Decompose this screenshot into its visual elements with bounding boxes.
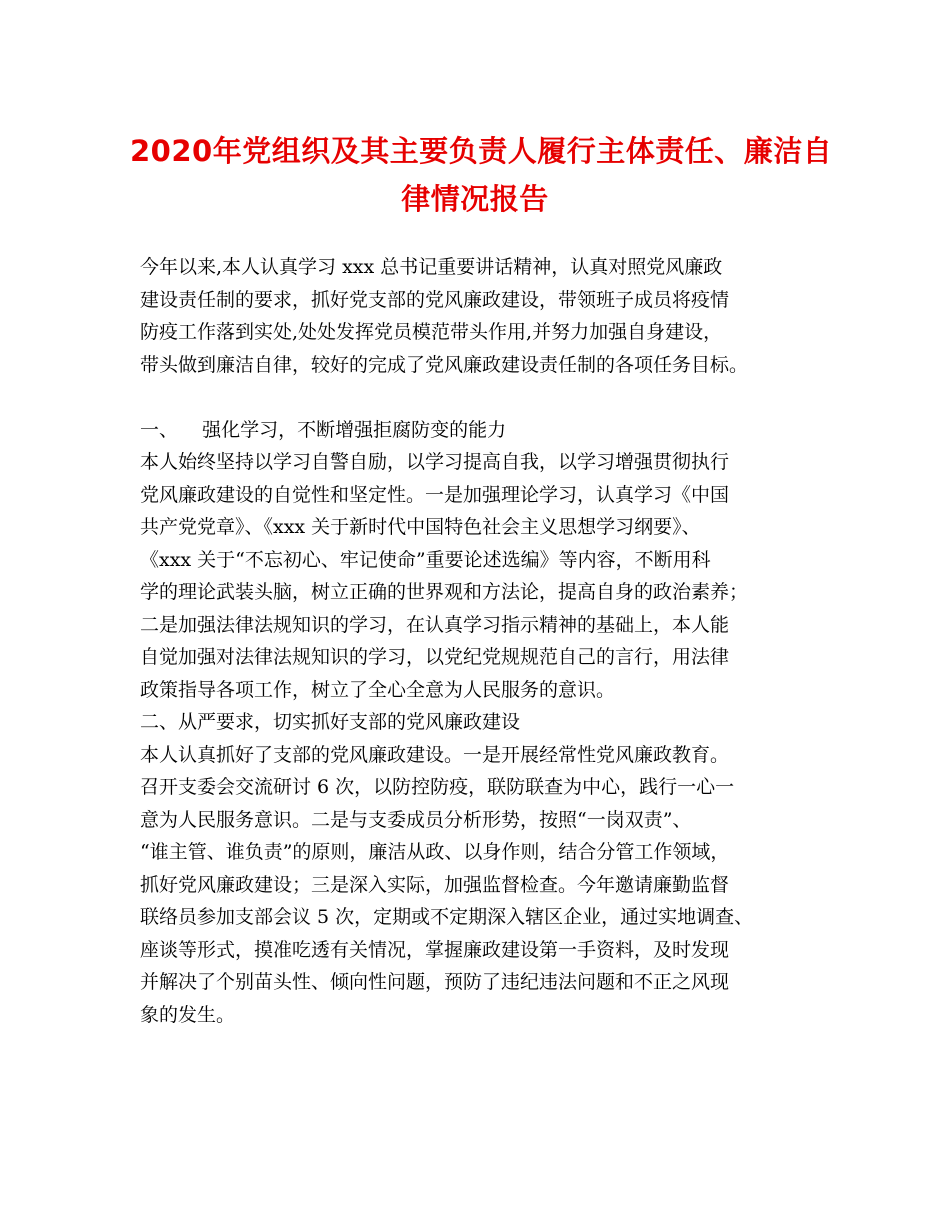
document-title <box>130 127 833 223</box>
section1-line: 学的理论武装头脑，树立正确的世界观和方法论，提高自身的政治素养； <box>140 581 749 603</box>
section2-paragraph <box>140 739 820 1032</box>
section1-line: 党风廉政建设的自觉性和坚定性。一是加强理论学习，认真学习《中国 <box>140 483 730 506</box>
section1-line: 共产党党章》、《xxx 关于新时代中国特色社会主义思想学习纲要》、 <box>140 516 701 538</box>
section1-paragraph <box>140 446 820 706</box>
section1-line: 政策指导各项工作，树立了全心全意为人民服务的意识。 <box>140 678 616 701</box>
section1-line: 《xxx 关于“不忘初心、牢记使命”重要论述选编》等内容，不断用科 <box>140 548 711 571</box>
title-line: 律情况报告 <box>401 182 549 216</box>
paragraph-spacer <box>140 381 820 414</box>
section2-line: 意为人民服务意识。二是与支委成员分析形势，按照“一岗双责”、 <box>140 808 692 831</box>
section2-line: 象的发生。 <box>140 1003 236 1026</box>
section2-line: 联络员参加支部会议 5 次，定期或不定期深入辖区企业，通过实地调查、 <box>140 906 754 928</box>
section1-line: 本人始终坚持以学习自警自励，以学习提高自我，以学习增强贯彻执行 <box>140 451 730 473</box>
section1-heading: 一、 强化学习，不断增强拒腐防变的能力 <box>140 418 507 441</box>
document-body <box>140 251 820 1031</box>
intro-line: 带头做到廉洁自律，较好的完成了党风廉政建设责任制的各项任务目标。 <box>140 353 749 376</box>
section1-line: 二是加强法律法规知识的学习，在认真学习指示精神的基础上，本人能 <box>140 613 730 636</box>
section2-line: 座谈等形式，摸准吃透有关情况，掌握廉政建设第一手资料，及时发现 <box>140 938 730 961</box>
intro-paragraph <box>140 251 820 381</box>
section2-line: 召开支委会交流研讨 6 次，以防控防疫，联防联查为中心，践行一心一 <box>140 776 735 798</box>
section2-line: 抓好党风廉政建设；三是深入实际，加强监督检查。今年邀请廉勤监督 <box>140 873 730 896</box>
intro-line: 防疫工作落到实处,处处发挥党员模范带头作用,并努力加强自身建设， <box>140 321 723 343</box>
title-line: 2020年党组织及其主要负责人履行主体责任、廉洁自 <box>130 134 833 168</box>
intro-line: 建设责任制的要求，抓好党支部的党风廉政建设，带领班子成员将疫情 <box>140 288 730 311</box>
section1-line: 自觉加强对法律法规知识的学习，以党纪党规规范自己的言行，用法律 <box>140 646 730 668</box>
section2-line: “谁主管、谁负责”的原则，廉洁从政、以身作则，结合分管工作领域， <box>140 841 730 863</box>
intro-line: 今年以来,本人认真学习 xxx 总书记重要讲话精神，认真对照党风廉政 <box>140 256 723 278</box>
section2-line: 并解决了个别苗头性、倾向性问题，预防了违纪违法问题和不正之风现 <box>140 971 730 993</box>
section2-line: 本人认真抓好了支部的党风廉政建设。一是开展经常性党风廉政教育。 <box>140 743 730 766</box>
section2-heading: 二、从严要求，切实抓好支部的党风廉政建设 <box>140 711 521 733</box>
